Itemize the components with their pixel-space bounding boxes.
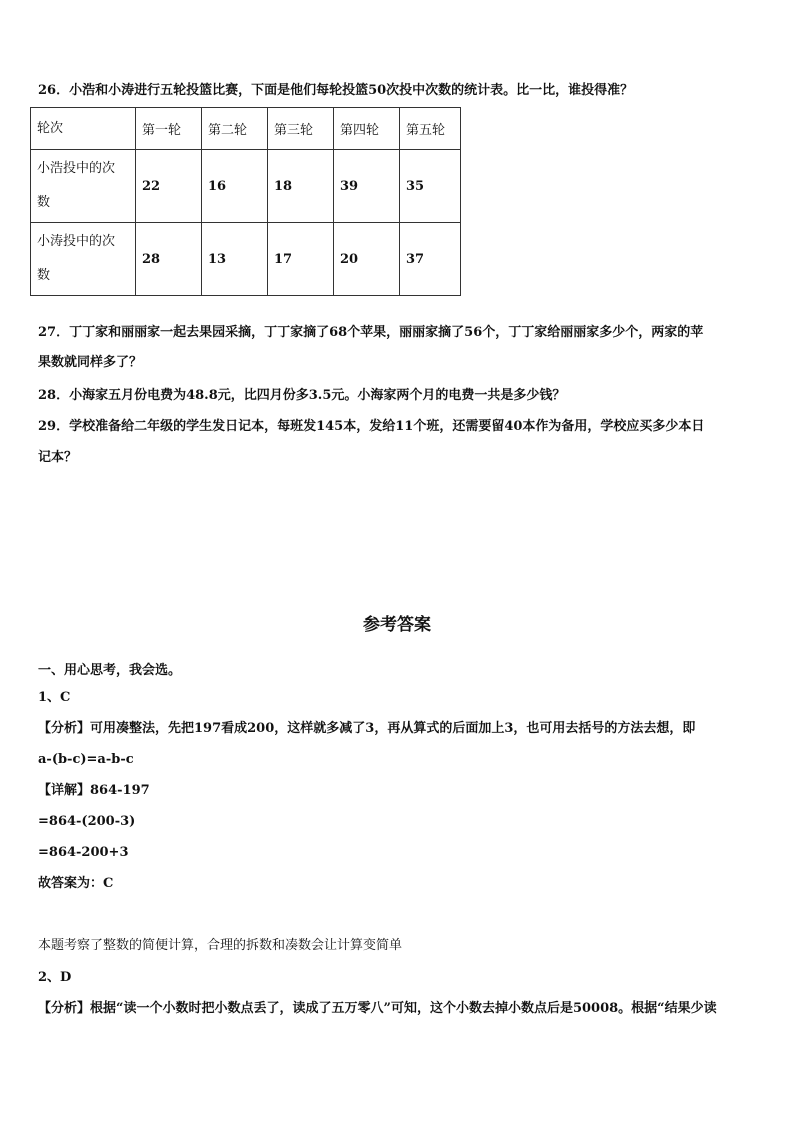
answers-title: 参考答案 bbox=[363, 615, 431, 635]
row-label bbox=[31, 223, 136, 296]
answer-1-conclusion: 故答案为：C bbox=[38, 876, 114, 891]
answer-1-number: 1、C bbox=[38, 690, 71, 705]
answer-2-analysis-line1: 【分析】根据“读一个小数时把小数点丢了，读成了五万零八”可知，这个小数去掉小数点后是50008。根据“结果少读 bbox=[38, 1001, 717, 1016]
table-row bbox=[31, 223, 461, 296]
q29-line1: 29．学校准备给二年级的学生发日记本，每班发145本，发给11个班，还需要留40本作为备用，学校应买多少本日 bbox=[38, 419, 705, 434]
answer-1-note: 本题考察了整数的简便计算，合理的拆数和凑数会让计算变简单 bbox=[38, 938, 403, 953]
q29-line2: 记本？ bbox=[38, 450, 78, 465]
row-label-line1: 小涛投中的次 bbox=[37, 234, 116, 249]
header-cell: 第五轮 bbox=[400, 108, 461, 150]
table-cell: 17 bbox=[268, 223, 334, 296]
answer-1-analysis-line1: 【分析】可用凑整法，先把197看成200，这样就多减了3，再从算式的后面加上3，也可用去括号的方法去想，即 bbox=[38, 721, 696, 736]
answer-1-detail-line1: 【详解】864-197 bbox=[38, 783, 150, 798]
table-cell: 16 bbox=[202, 150, 268, 223]
row-label-line2: 数 bbox=[37, 195, 51, 210]
table-cell: 28 bbox=[136, 223, 202, 296]
part1-heading: 一、用心思考，我会选。 bbox=[38, 663, 182, 678]
row-label-line1: 小浩投中的次 bbox=[37, 161, 116, 176]
header-cell: 轮次 bbox=[31, 108, 136, 150]
q27-line2: 果数就同样多了？ bbox=[38, 355, 143, 370]
header-cell: 第二轮 bbox=[202, 108, 268, 150]
table-cell: 18 bbox=[268, 150, 334, 223]
table-cell: 37 bbox=[400, 223, 461, 296]
table-cell: 20 bbox=[334, 223, 400, 296]
header-cell: 第一轮 bbox=[136, 108, 202, 150]
row-label bbox=[31, 150, 136, 223]
header-cell: 第三轮 bbox=[268, 108, 334, 150]
header-cell: 第四轮 bbox=[334, 108, 400, 150]
q26-text: 26．小浩和小涛进行五轮投篮比赛，下面是他们每轮投篮50次投中次数的统计表。比一比，谁投得准？ bbox=[38, 83, 634, 98]
table-row bbox=[31, 150, 461, 223]
answer-1-detail-line2: =864-(200-3) bbox=[38, 814, 136, 829]
q27-line1: 27．丁丁家和丽丽家一起去果园采摘，丁丁家摘了68个苹果，丽丽家摘了56个，丁丁家给丽丽家多少个，两家的苹 bbox=[38, 325, 704, 340]
table-cell: 13 bbox=[202, 223, 268, 296]
table-cell: 22 bbox=[136, 150, 202, 223]
answer-1-analysis-line2: a-(b-c)=a-b-c bbox=[38, 752, 134, 767]
q28-line1: 28．小海家五月份电费为48.8元，比四月份多3.5元。小海家两个月的电费一共是多少钱？ bbox=[38, 388, 566, 403]
answer-1-detail-line3: =864-200+3 bbox=[38, 845, 129, 860]
answer-2-number: 2、D bbox=[38, 970, 72, 985]
table-header-row bbox=[31, 108, 461, 150]
row-label-line2: 数 bbox=[37, 268, 51, 283]
basketball-stats-table bbox=[30, 107, 461, 296]
table-cell: 39 bbox=[334, 150, 400, 223]
table-cell: 35 bbox=[400, 150, 461, 223]
